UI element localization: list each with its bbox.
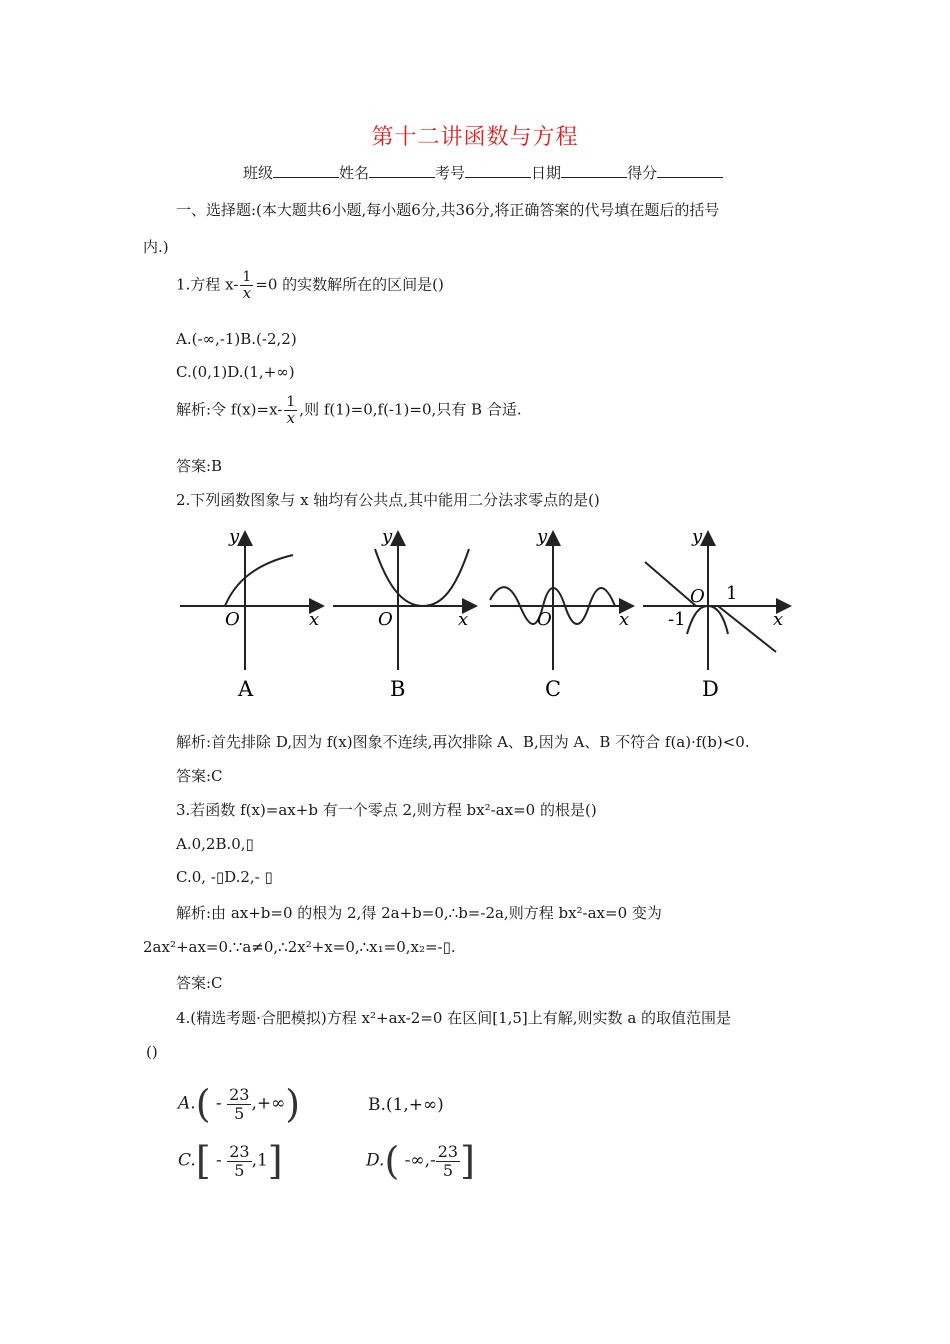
x-label: x	[619, 609, 630, 630]
q3-analysis-line2: 2ax²+ax=0.∵a≠0,∴2x²+x=0,∴x₁=0,x₂=-▯.	[143, 938, 456, 956]
graph-letter: B	[390, 677, 406, 701]
q2-answer: 答案:C	[176, 767, 223, 785]
graph-letter: C	[545, 677, 562, 701]
graph-b	[328, 522, 483, 707]
graph-letter: D	[702, 677, 719, 701]
origin-label: O	[690, 586, 705, 607]
q2-stem: 2.下列函数图象与 x 轴均有公共点,其中能用二分法求零点的是()	[176, 491, 600, 509]
origin-label: O	[378, 609, 393, 630]
q1-analysis-fraction: $\frac{1}{x}$	[286, 394, 296, 427]
y-label: y	[537, 526, 548, 547]
q1-fraction: $\frac{1}{x}$	[242, 269, 252, 302]
curve-b	[375, 549, 469, 606]
q3-answer: 答案:C	[176, 974, 223, 992]
q3-analysis-line1: 解析:由 ax+b=0 的根为 2,得 2a+b=0,∴b=-2a,则方程 bx²-ax=0 变为	[176, 904, 662, 922]
exam-no-blank	[465, 163, 531, 178]
q1-options-ab: A.(-∞,-1)B.(-2,2)	[176, 330, 297, 348]
line-left	[645, 562, 696, 606]
q3-options-ab: A.0,2B.0,▯	[176, 835, 254, 853]
q3-options-cd: C.0, -▯D.2,- ▯	[176, 868, 273, 886]
curve-a	[225, 555, 293, 606]
graph-letter: A	[238, 677, 254, 701]
exam-no-label: 考号	[435, 164, 466, 182]
origin-label: O	[537, 609, 552, 630]
q4-option-c: C.[ - $\frac{23}{5}$ ,1]	[178, 1139, 283, 1183]
class-blank	[273, 163, 339, 178]
graph-c	[485, 522, 640, 707]
q1-options-cd: C.(0,1)D.(1,+∞)	[176, 363, 295, 381]
q2-analysis: 解析:首先排除 D,因为 f(x)图象不连续,再次排除 A、B,因为 A、B 不符合 f(a)·f(b)<0.	[176, 733, 750, 751]
q3-stem: 3.若函数 f(x)=ax+b 有一个零点 2,则方程 bx²-ax=0 的根是()	[176, 801, 597, 819]
graph-a	[175, 522, 330, 707]
q4-option-d: D.( -∞,- $\frac{23}{5}$ ]	[366, 1139, 475, 1183]
y-label: y	[692, 526, 703, 547]
y-label: y	[229, 526, 240, 547]
section-heading-line2: 内.)	[143, 238, 169, 256]
q4-stem-line1: 4.(精选考题·合肥模拟)方程 x²+ax-2=0 在区间[1,5]上有解,则实数 a 的取值范围是	[176, 1009, 732, 1027]
section-heading-line1: 一、选择题:(本大题共6小题,每小题6分,共36分,将正确答案的代号填在题后的括号	[176, 201, 720, 219]
x-label: x	[309, 609, 320, 630]
x-label: x	[458, 609, 469, 630]
score-blank	[657, 163, 723, 178]
q4-stem-line2: ()	[146, 1043, 158, 1061]
page-title: 第十二讲函数与方程	[371, 125, 579, 150]
x-label: x	[773, 609, 784, 630]
name-label: 姓名	[339, 164, 370, 182]
q1-stem: 1.方程 x- $\frac{1}{x}$ =0 的实数解所在的区间是()	[176, 269, 444, 302]
q4-option-b: B.(1,+∞)	[368, 1095, 444, 1115]
date-label: 日期	[531, 164, 562, 182]
graph-d	[640, 522, 800, 707]
origin-label: O	[225, 609, 240, 630]
class-label: 班级	[243, 164, 274, 182]
q4-option-a: A.( - $\frac{23}{5}$ ,+∞)	[178, 1082, 301, 1126]
minus-one-label: -1	[668, 609, 686, 630]
q1-analysis: 解析:令 f(x)=x- $\frac{1}{x}$ ,则 f(1)=0,f(-1)=0,只有 B 合适.	[176, 394, 522, 427]
one-label: 1	[726, 583, 738, 604]
date-blank	[561, 163, 627, 178]
y-label: y	[382, 526, 393, 547]
q1-answer: 答案:B	[176, 457, 223, 475]
student-info-row	[243, 162, 723, 183]
name-blank	[369, 163, 435, 178]
score-label: 得分	[627, 164, 658, 182]
